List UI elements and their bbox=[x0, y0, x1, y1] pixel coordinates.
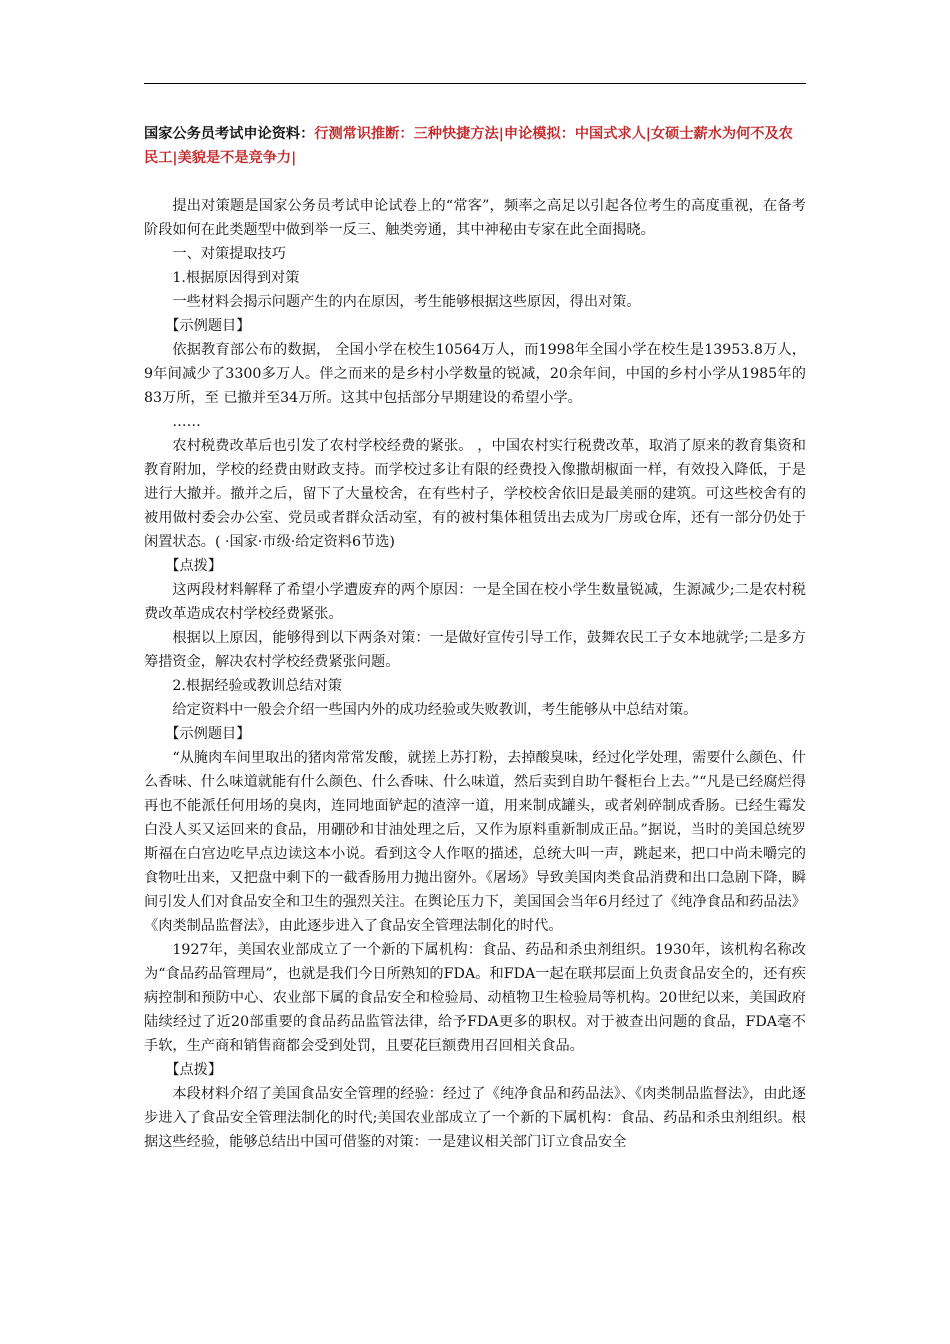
paragraph: 根据以上原因，能够得到以下两条对策：一是做好宣传引导工作，鼓舞农民工子女本地就学;二是多方筹措资金，解决农村学校经费紧张问题。 bbox=[144, 630, 806, 670]
document-header bbox=[144, 122, 806, 170]
paragraph: “从腌肉车间里取出的猪肉常常发酸，就搓上苏打粉，去掉酸臭味，经过化学处理，需要什么颜色、什么香味、什么味道就能有什么颜色、什么香味、什么味道，然后卖到自助午餐柜台上去。”“凡是已经腐烂得再也不能派任何用场的臭肉，连同地面铲起的渣滓一道，用来制成罐头，或者剁碎制成香肠。已经生霉发白没人买又运回来的食品，用硼砂和甘油处理之后，又作为原料重新制成正品。”据说，当时的美国总统罗斯福在白宫边吃早点边读这本小说。看到这令人作呕的描述，总统大叫一声，跳起来，把口中尚未嚼完的食物吐出来，又把盘中剩下的一截香肠用力抛出窗外。《屠场》导致美国肉类食品消费和出口急剧下降，瞬间引发人们对食品安全和卫生的强烈关注。在舆论压力下，美国国会当年6月经过了《纯净食品和药品法》《肉类制品监督法》，由此逐步进入了食品安全管理法制化的时代。 bbox=[144, 750, 806, 934]
example-tag: 【示例题目】 bbox=[165, 726, 251, 742]
hint-tag: 【点拨】 bbox=[165, 558, 223, 574]
header-separator: | bbox=[172, 150, 178, 166]
hint-tag: 【点拨】 bbox=[165, 1062, 223, 1078]
header-link-1[interactable]: 行测常识推断：三种快捷方法 bbox=[314, 126, 499, 142]
paragraph: 农村税费改革后也引发了农村学校经费的紧张。 ，中国农村实行税费改革，取消了原来的教育集资和教育附加，学校的经费由财政支持。而学校过多让有限的经费投入像撒胡椒面一样，有效投入降低，于是进行大撤并。撤并之后，留下了大量校舍，在有些村子，学校校舍依旧是最美丽的建筑。可这些校舍有的被用做村委会办公室、党员或者群众活动室，有的被村集体租赁出去成为厂房或仓库，还有一部分仍处于闲置状态。( ·国家·市级·给定资料6节选) bbox=[144, 438, 806, 550]
header-link-4[interactable]: 美貌是不是竞争力 bbox=[177, 150, 292, 166]
subsection-heading: 2.根据经验或教训总结对策 bbox=[172, 678, 342, 694]
paragraph: 提出对策题是国家公务员考试申论试卷上的“常客”，频率之高足以引起各位考生的高度重视，在备考阶段如何在此类题型中做到举一反三、触类旁通，其中神秘由专家在此全面揭晓。 bbox=[144, 198, 806, 238]
example-tag: 【示例题目】 bbox=[165, 318, 251, 334]
header-link-3[interactable]: 女硕士薪水为何不及农民工 bbox=[144, 126, 793, 166]
paragraph: 给定资料中一般会介绍一些国内外的成功经验或失败教训，考生能够从中总结对策。 bbox=[172, 702, 698, 718]
ellipsis: …… bbox=[172, 414, 201, 430]
paragraph: 依据教育部公布的数据， 全国小学在校生10564万人，而1998年全国小学在校生是13953.8万人，9年间减少了3300多万人。伴之而来的是乡村小学数量的锐减，20余年间，中国的乡村小学从1985年的83万所，至 已撤并至34万所。这其中包括部分早期建设的希望小学。 bbox=[144, 342, 806, 406]
subsection-heading: 1.根据原因得到对策 bbox=[172, 270, 300, 286]
header-separator: | bbox=[291, 150, 297, 166]
paragraph: 一些材料会揭示问题产生的内在原因，考生能够根据这些原因，得出对策。 bbox=[172, 294, 641, 310]
header-separator: | bbox=[645, 126, 651, 142]
header-separator: | bbox=[498, 126, 504, 142]
section-heading: 一、对策提取技巧 bbox=[172, 246, 286, 262]
header-rule bbox=[144, 83, 806, 84]
paragraph: 本段材料介绍了美国食品安全管理的经验：经过了《纯净食品和药品法》、《肉类制品监督法》，由此逐步进入了食品安全管理法制化的时代;美国农业部成立了一个新的下属机构：食品、药品和杀虫剂组织。根据这些经验，能够总结出中国可借鉴的对策：一是建议相关部门订立食品安全 bbox=[144, 1086, 806, 1150]
header-lead: 国家公务员考试申论资料： bbox=[144, 126, 315, 142]
document-body bbox=[144, 194, 806, 1154]
header-link-2[interactable]: 申论模拟：中国式求人 bbox=[503, 126, 646, 142]
document-content bbox=[144, 122, 806, 1154]
paragraph: 这两段材料解释了希望小学遭废弃的两个原因：一是全国在校小学生数量锐减，生源减少;二是农村税费改革造成农村学校经费紧张。 bbox=[144, 582, 806, 622]
paragraph: 1927年，美国农业部成立了一个新的下属机构：食品、药品和杀虫剂组织。1930年，该机构名称改为“食品药品管理局”，也就是我们今日所熟知的FDA。和FDA一起在联邦层面上负责食品安全的，还有疾病控制和预防中心、农业部下属的食品安全和检验局、动植物卫生检验局等机构。20世纪以来，美国政府陆续经过了近20部重要的食品药品监管法律，给予FDA更多的职权。对于被查出问题的食品，FDA毫不手软，生产商和销售商都会受到处罚，且要花巨额费用召回相关食品。 bbox=[144, 942, 806, 1054]
